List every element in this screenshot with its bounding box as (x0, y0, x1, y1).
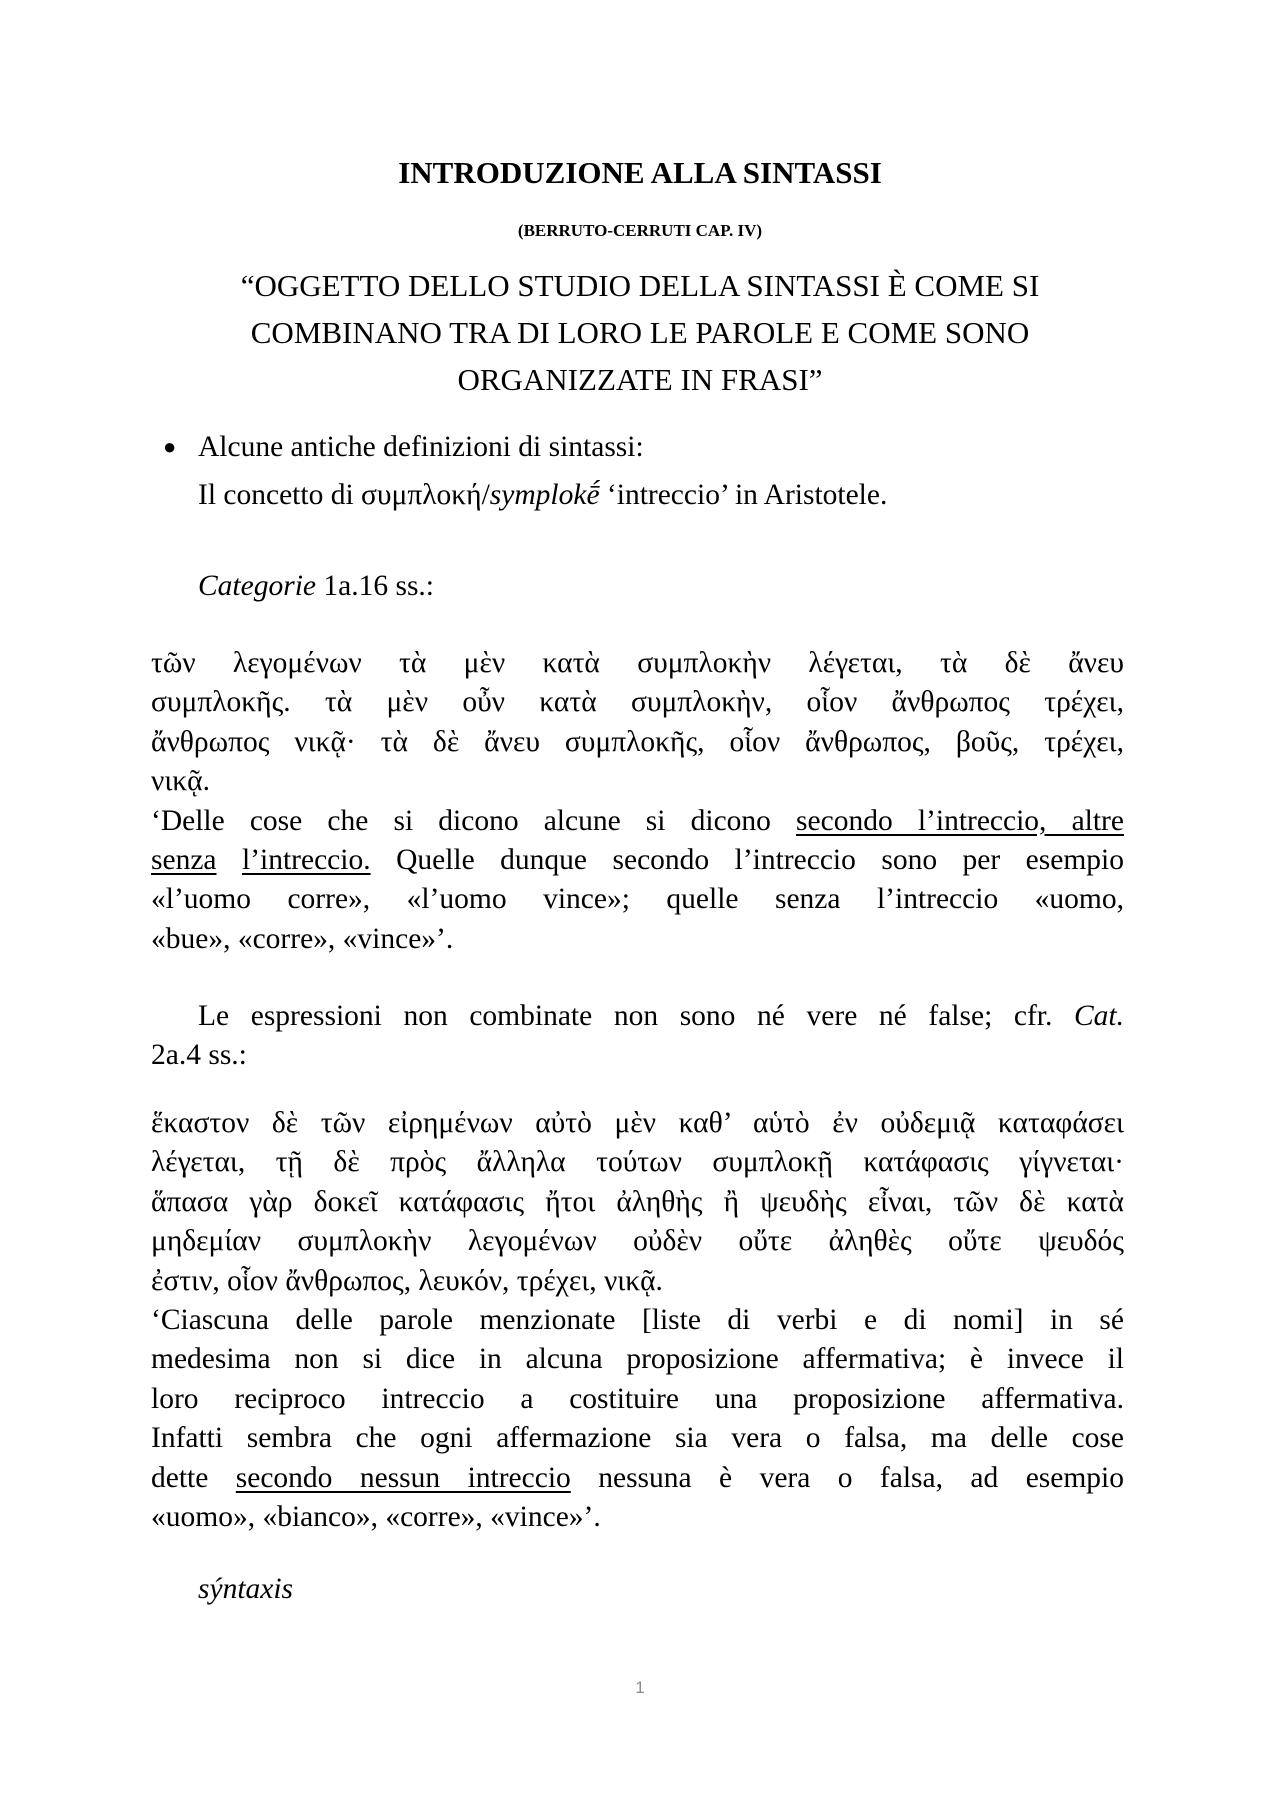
citation-categorie (198, 566, 434, 606)
text-segment: «bue», «corre», «vince»’. (151, 922, 454, 955)
text-segment: ἅπασα γὰρ δοκεῖ κατάφασις ἤτοι ἀληθὴς ἢ ψευδὴς εἶναι, τῶν δὲ κατὰ (151, 1185, 1124, 1218)
paragraph-categorie-quote (151, 644, 1124, 959)
text-line (151, 920, 1124, 959)
text-line (151, 802, 1124, 841)
text-segment: dette (151, 1461, 236, 1494)
citation-ref: 1a.16 ss.: (316, 570, 434, 602)
text-line (151, 1498, 1124, 1537)
text-line (151, 1036, 1124, 1075)
italic-term: symplokḗ (489, 479, 600, 511)
text-line (151, 762, 1124, 801)
text-segment: Infatti sembra che ogni affermazione sia vera o falsa, ma delle cose (151, 1422, 1124, 1455)
text-line (151, 644, 1124, 683)
text-line (151, 1340, 1124, 1379)
underlined-text: senza (151, 844, 217, 877)
text-segment: λέγεται, τῇ δὲ πρὸς ἄλληλα τούτων συμπλοκῇ κατάφασις γίγνεται· (151, 1146, 1124, 1179)
paragraph-cat-2a4-quote (151, 1104, 1124, 1537)
quote-line: COMBINANO TRA DI LORO LE PAROLE E COME SONO (250, 315, 1030, 350)
bullet-list-item (163, 423, 1138, 519)
text-segment: ‘Delle cose che si dicono alcune si dicono (151, 804, 797, 837)
text-line (151, 997, 1124, 1036)
paragraph-expressions (151, 997, 1124, 1076)
text-line (151, 1380, 1124, 1419)
text-segment: «uomo», «bianco», «corre», «vince»’. (151, 1501, 601, 1534)
text-segment: ἕκαστον δὲ τῶν εἰρημένων αὐτὸ μὲν καθ’ αὑτὸ ἐν οὐδεμιᾷ καταφάσει (151, 1107, 1124, 1139)
text-line (151, 1459, 1124, 1498)
text-line (151, 683, 1124, 722)
text-segment: ‘intreccio’ in Aristotele. (599, 479, 888, 511)
definition-quote (0, 262, 1280, 403)
text-line (151, 1143, 1124, 1182)
work-title: Categorie (198, 570, 316, 602)
text-segment: loro reciproco intreccio a costituire una proposizione affermativa. (151, 1382, 1124, 1415)
text-line (151, 1222, 1124, 1261)
text-segment: 2a.4 ss.: (151, 1039, 247, 1072)
term-syntaxis: sýntaxis (198, 1573, 294, 1605)
text-segment: nessuna è vera o falsa, ad esempio (570, 1461, 1124, 1494)
text-segment: ἄνθρωπος νικᾷ· τὰ δὲ ἄνευ συμπλοκῆς, οἷον ἄνθρωπος, βοῦς, τρέχει, (151, 725, 1124, 758)
text-line (151, 723, 1124, 762)
underlined-text: secondo nessun intreccio (235, 1461, 571, 1494)
underlined-text: secondo l’intreccio, altre (796, 804, 1124, 837)
underlined-text: l’intreccio. (242, 844, 371, 877)
text-line (151, 1104, 1124, 1143)
text-segment: συμπλοκῆς. τὰ μὲν οὖν κατὰ συμπλοκὴν, οἷον ἄνθρωπος τρέχει, (151, 686, 1124, 719)
text-segment: μηδεμίαν συμπλοκὴν λεγομένων οὐδὲν οὔτε ἀληθὲς οὔτε ψευδός (151, 1225, 1124, 1258)
document-subtitle: (BERRUTO-CERRUTI CAP. IV) (517, 221, 763, 240)
text-segment: ‘Ciascuna delle parole menzionate [liste di verbi e di nomi] in sé (151, 1304, 1124, 1337)
text-segment: ἐστιν, οἷον ἄνθρωπος, λευκόν, τρέχει, νικᾷ. (151, 1264, 663, 1297)
text-line (151, 1419, 1124, 1458)
text-line (151, 1183, 1124, 1222)
text-segment: τῶν λεγομένων τὰ μὲν κατὰ συμπλοκὴν λέγεται, τὰ δὲ ἄνευ (151, 647, 1124, 679)
bullet-line: Alcune antiche definizioni di sintassi: (198, 431, 644, 463)
text-segment (217, 844, 242, 876)
document-title: INTRODUZIONE ALLA SINTASSI (398, 155, 882, 190)
italic-text: Cat. (1074, 1000, 1124, 1032)
text-segment: medesima non si dice in alcuna proposizione affermativa; è invece il (151, 1343, 1124, 1376)
text-line (151, 880, 1124, 919)
text-line (151, 841, 1124, 880)
text-line (151, 1301, 1124, 1340)
text-segment: Il concetto di συμπλοκή/ (198, 479, 490, 511)
quote-line: “OGGETTO DELLO STUDIO DELLA SINTASSI È COME SI (240, 268, 1040, 303)
bullet-icon: ● (163, 434, 177, 459)
page-number: 1 (635, 1678, 645, 1697)
bullet-line (198, 471, 1138, 519)
text-segment: Le espressioni non combinate non sono né vere né false; cfr. (198, 1000, 1074, 1032)
text-line (151, 1262, 1124, 1301)
text-segment: «l’uomo corre», «l’uomo vince»; quelle senza l’intreccio «uomo, (151, 883, 1124, 916)
text-segment: Quelle dunque secondo l’intreccio sono per esempio (370, 844, 1124, 877)
quote-line: ORGANIZZATE IN FRASI” (457, 362, 823, 397)
text-segment: νικᾷ. (151, 765, 210, 798)
